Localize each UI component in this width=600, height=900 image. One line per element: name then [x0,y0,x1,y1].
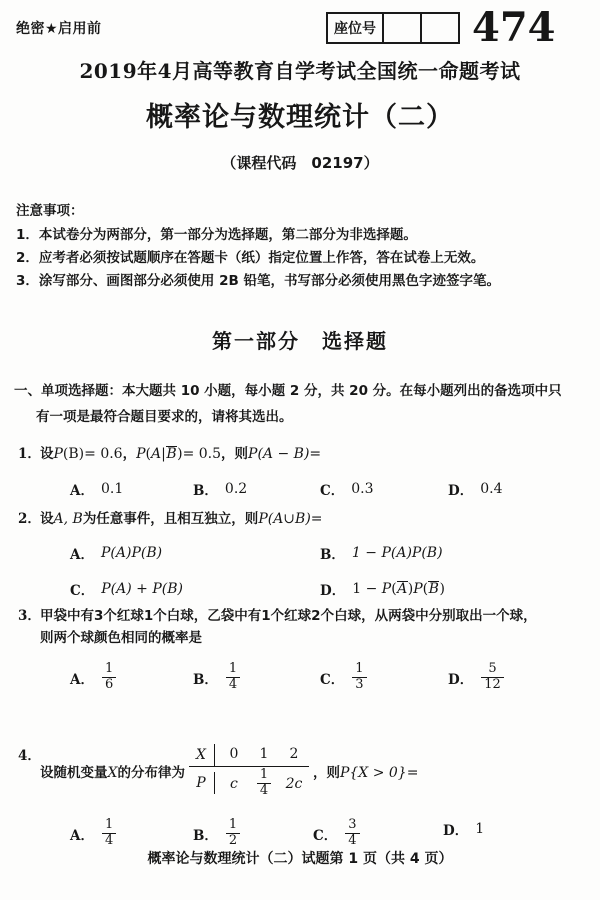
subject-title: 概率论与数理统计（二） [146,102,454,133]
question-4-text [40,745,593,801]
question-4-option-d[interactable] [443,819,484,839]
option-letter: C． [320,483,345,499]
question-2-stem [18,508,593,530]
question-2-option-d[interactable] [320,579,445,599]
paper-number: 474 [472,4,556,51]
seat-number-cell-2[interactable] [422,14,458,42]
section-instruction-line-2: 有一项是最符合题目要求的，请将其选出。 [36,409,293,425]
q4-probability: P{X > 0} [339,765,407,782]
question-4-number: 4． [18,748,41,764]
option-fraction [481,662,504,692]
option-value: 0.3 [351,481,374,497]
q1-comma1: ， [122,446,137,462]
q4-t2: 的分布律为 [117,765,185,782]
question-1-number: 1． [18,446,41,462]
q1-comma2: ，则 [221,446,249,462]
fraction-denominator: 4 [257,783,271,799]
fraction-numerator: 5 [488,661,497,676]
q1-a-minus-b: (A − B) [257,446,310,462]
option-value: 1 [475,821,485,838]
fraction-denominator: 4 [345,833,359,849]
option-value: 0.2 [224,481,248,497]
question-4-option-b[interactable] [193,819,241,849]
question-2-option-a[interactable] [70,543,162,563]
distribution-cell-fraction [249,767,279,799]
fraction-numerator: 1 [104,661,114,676]
option-letter: B． [320,547,345,563]
option-letter: D． [448,483,474,499]
option-letter: C． [70,583,95,599]
fraction-denominator: 6 [102,677,116,693]
q2-t2: 为任意事件，且相互独立，则 [82,511,259,527]
q1-p2: P [136,446,146,462]
question-4-option-c[interactable] [313,819,361,849]
q1-cond-close: ) [177,446,183,462]
question-3 [18,605,593,703]
distribution-cell: 0 [229,746,239,762]
question-1-stem [18,443,593,465]
question-2-number: 2． [18,511,41,527]
question-3-option-a[interactable] [70,663,117,693]
option-letter: A． [70,828,94,845]
distribution-cell: c [230,776,238,793]
q1-eq1: = 0.6 [84,446,123,462]
option-letter: D． [320,583,346,599]
distribution-cell: 1 [259,746,269,762]
option-letter: C． [313,828,338,845]
q1-eq3: = [309,446,322,462]
q2-eq: = [310,511,323,527]
exam-title: 2019年4月高等教育自学考试全国统一命题考试 [79,59,521,83]
section-instruction [14,378,589,430]
q2-p: P [258,511,268,527]
question-1 [18,443,593,513]
fraction-numerator: 1 [355,661,364,676]
option-letter: C． [320,672,345,689]
question-3-text-line-2: 则两个球颜色相同的概率是 [40,630,202,646]
probability-fraction [257,768,271,798]
seat-number-box [326,12,460,44]
secret-label: 绝密★启用前 [16,21,102,37]
question-4 [18,745,593,859]
option-letter: B． [193,483,218,499]
question-4-stem [18,745,593,801]
note-item-1: 1．本试卷分为两部分，第一部分为选择题，第二部分为非选择题。 [16,227,417,243]
question-2 [18,508,593,605]
fraction-numerator: 1 [259,767,269,782]
note-item-3: 3．涂写部分、画图部分必须使用 2B 铅笔，书写部分必须使用黑色字迹签字笔。 [16,273,500,289]
question-1-option-a[interactable] [70,479,123,499]
distribution-row-x [189,743,309,767]
distribution-cell: 2 [289,746,299,762]
option-value: P(A) + P(B) [101,581,183,597]
option-value-complement: 1 − P(A)P(B) [352,581,445,597]
option-value: 0.1 [100,481,124,497]
q1-eq2: = 0.5 [182,446,222,462]
q1-cond-open: ( [145,446,151,462]
option-fraction [102,818,116,848]
distribution-row-p [189,767,309,799]
option-letter: A． [70,672,94,689]
q2-union: (A∪B) [267,511,311,527]
q1-b1: (B) [62,446,85,462]
option-value: P(A)P(B) [100,545,163,561]
distribution-header-p: P [189,772,215,794]
option-fraction [352,662,366,692]
fraction-denominator: 2 [226,833,240,849]
notes-title: 注意事项： [16,203,84,219]
question-3-stem [18,605,593,627]
question-4-option-a[interactable] [70,819,117,849]
question-3-options [18,663,593,703]
question-3-option-b[interactable] [193,663,241,693]
q1-p1: P [53,446,63,462]
question-3-option-d[interactable] [448,663,505,693]
fraction-numerator: 1 [228,817,238,833]
course-code: （课程代码 02197） [221,154,379,172]
fraction-numerator: 1 [228,661,238,676]
q4-t3: ，则 [312,765,340,782]
distribution-x-cells [215,743,309,766]
question-1-option-b[interactable] [193,479,247,499]
page-footer: 概率论与数理统计（二）试题第 1 页（共 4 页） [147,851,453,867]
seat-number-label: 座位号 [328,14,384,42]
fraction-numerator: 3 [348,817,357,833]
option-letter: A． [70,483,94,499]
option-letter: B． [193,672,218,689]
q1-cond-a: A [150,446,162,462]
section-instruction-line-1: 一、单项选择题：本大题共 10 小题，每小题 2 分，共 20 分。在每小题列出的备选项中只 [14,383,562,399]
q2-events: A, B [53,511,83,527]
question-1-option-d[interactable] [448,479,502,499]
option-fraction [226,662,240,692]
part-heading: 第一部分 选择题 [212,329,388,353]
notes-block [16,200,586,293]
distribution-cell: 2c [285,776,303,793]
q1-cond-b-complement: B [166,446,177,462]
option-fraction [226,818,240,848]
fraction-denominator: 3 [352,677,366,693]
option-letter: A． [70,547,94,563]
question-2-option-b[interactable] [320,543,443,563]
option-letter: B． [193,828,218,845]
question-2-text [40,508,593,530]
seat-number-cell-1[interactable] [384,14,422,42]
q2-t1: 设 [40,511,54,527]
question-2-option-c[interactable] [70,579,183,599]
note-item-2: 2．应考者必须按试题顺序在答题卡（纸）指定位置上作答，答在试卷上无效。 [16,250,485,266]
fraction-denominator: 4 [226,677,240,693]
page-header [0,4,600,52]
distribution-table [189,743,309,799]
option-fraction [345,818,359,848]
option-value: 0.4 [480,481,503,497]
q4-eq: = [406,765,419,782]
option-value: 1 − P(A)P(B) [351,545,443,561]
q1-prefix: 设 [40,446,54,462]
distribution-header-x: X [189,744,215,766]
option-fraction [102,662,116,692]
q1-cond-bar: | [161,446,166,462]
distribution-p-cells [215,767,309,799]
question-1-text [40,443,593,465]
q1-p3: P [248,446,258,462]
question-3-text-line-1: 甲袋中有3个红球1个白球，乙袋中有1个红球2个白球，从两袋中分别取出一个球， [40,608,537,624]
q4-variable: X [107,765,118,782]
question-2-options [18,543,593,605]
fraction-denominator: 4 [102,833,116,849]
question-1-option-c[interactable] [320,479,374,499]
q4-t1: 设随机变量 [40,765,108,782]
fraction-denominator: 12 [481,677,504,693]
option-letter: D． [448,672,474,689]
option-letter: D． [443,823,469,840]
question-3-option-c[interactable] [320,663,368,693]
question-3-number: 3． [18,608,41,624]
fraction-numerator: 1 [104,817,114,833]
